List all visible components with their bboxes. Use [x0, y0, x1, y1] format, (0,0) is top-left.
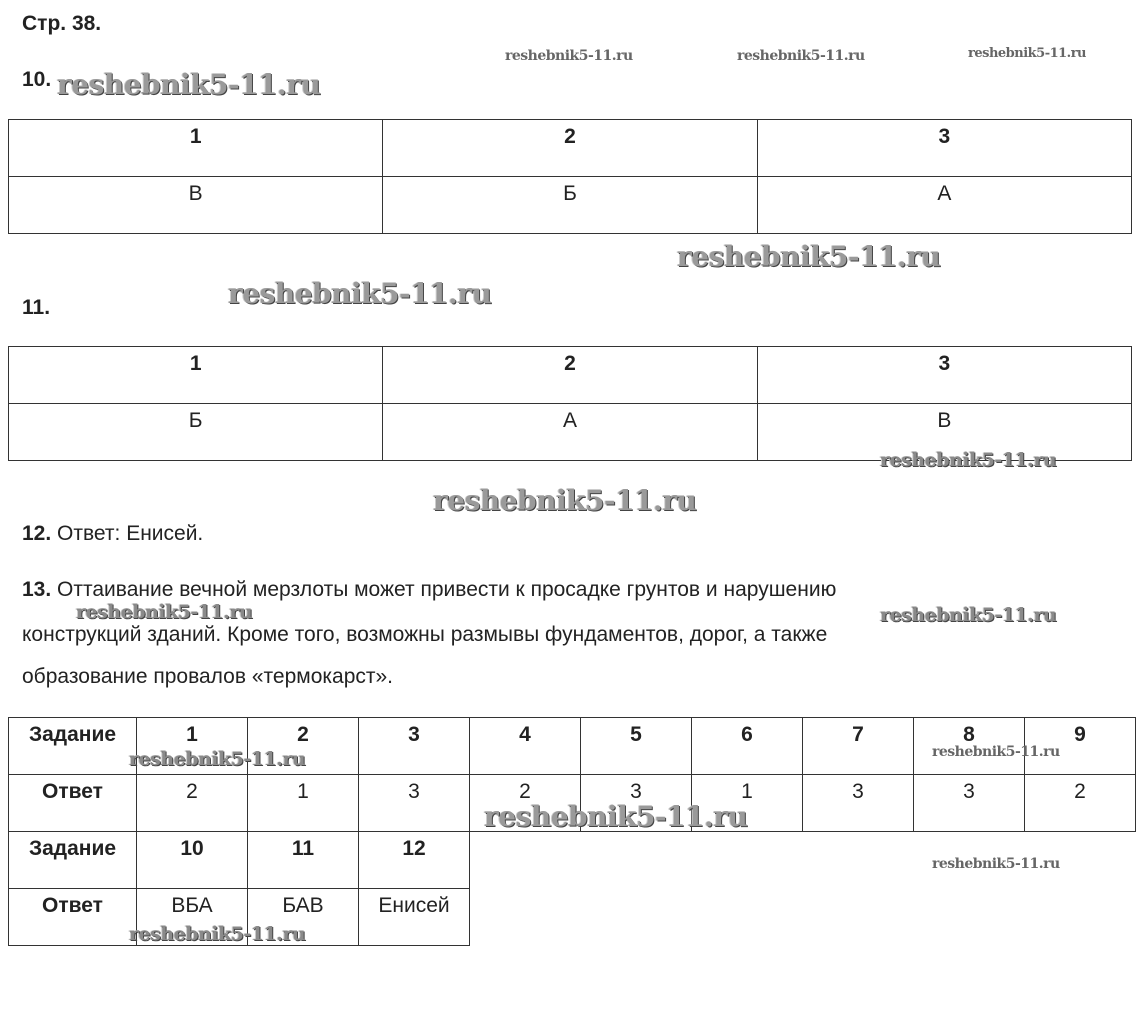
table-cell: В	[9, 177, 383, 234]
table-header-row	[9, 347, 1132, 404]
watermark: reshebnik5-11.ru	[880, 604, 1057, 626]
watermark: reshebnik5-11.ru	[484, 800, 748, 833]
task-number-cell: 12	[359, 832, 470, 889]
watermark: reshebnik5-11.ru	[433, 484, 697, 517]
task-number-cell: 7	[803, 718, 914, 775]
question-10-number: 10.	[22, 68, 52, 91]
table-cell: В	[757, 404, 1131, 461]
empty-cell	[470, 889, 1136, 946]
answer-cell: 2	[137, 775, 248, 832]
question-12-answer: Ответ: Енисей.	[57, 522, 204, 545]
watermark: reshebnik5-11.ru	[968, 46, 1087, 61]
answer-label-cell: Ответ	[9, 775, 137, 832]
watermark: reshebnik5-11.ru	[505, 48, 633, 64]
table-header-cell: 3	[757, 347, 1131, 404]
page-title: Стр. 38.	[22, 12, 102, 35]
answer-cell: 2	[1025, 775, 1136, 832]
watermark: reshebnik5-11.ru	[932, 856, 1060, 872]
question-12-number: 12.	[22, 522, 52, 545]
watermark: reshebnik5-11.ru	[737, 48, 865, 64]
table-row	[9, 177, 1132, 234]
watermark: reshebnik5-11.ru	[57, 68, 321, 101]
table-header-cell: 2	[383, 120, 757, 177]
answer-cell: ВБА	[137, 889, 248, 946]
watermark: reshebnik5-11.ru	[129, 923, 306, 945]
answer-cell: Енисей	[359, 889, 470, 946]
table-header-row	[9, 120, 1132, 177]
answer-cell: 3	[581, 775, 692, 832]
task-number-cell: 6	[692, 718, 803, 775]
question-11-table	[8, 346, 1132, 461]
question-11-number: 11.	[22, 296, 51, 319]
task-number-cell: 11	[248, 832, 359, 889]
table-cell: Б	[9, 404, 383, 461]
answer-label-cell: Ответ	[9, 889, 137, 946]
table-cell: А	[757, 177, 1131, 234]
question-10-table	[8, 119, 1132, 234]
watermark: reshebnik5-11.ru	[677, 240, 941, 273]
question-13-line-1: 13. Оттаивание вечной мерзлоты может привести к просадке грунтов и нарушению	[22, 578, 837, 601]
task-number-cell: 10	[137, 832, 248, 889]
task-number-cell: 4	[470, 718, 581, 775]
task-number-cell: 9	[1025, 718, 1136, 775]
answer-cell: БАВ	[248, 889, 359, 946]
table-header-cell: 1	[9, 347, 383, 404]
answer-cell: 3	[803, 775, 914, 832]
table-header-cell: 3	[757, 120, 1131, 177]
question-12	[22, 522, 203, 546]
answer-cell: 2	[470, 775, 581, 832]
question-13-line-3: образование провалов «термокарст».	[22, 665, 394, 688]
answer-cell: 3	[914, 775, 1025, 832]
watermark: reshebnik5-11.ru	[932, 744, 1060, 760]
task-number-cell: 1	[137, 718, 248, 775]
question-13-line-2: конструкций зданий. Кроме того, возможны размывы фундаментов, дорог, а также	[22, 623, 828, 646]
table-header-cell: 2	[383, 347, 757, 404]
task-label-cell: Задание	[9, 832, 137, 889]
watermark: reshebnik5-11.ru	[880, 449, 1057, 471]
watermark: reshebnik5-11.ru	[129, 748, 306, 770]
answer-cell: 1	[248, 775, 359, 832]
answer-cell: 1	[692, 775, 803, 832]
watermark: reshebnik5-11.ru	[76, 601, 253, 623]
watermark: reshebnik5-11.ru	[228, 277, 492, 310]
task-label-cell: Задание	[9, 718, 137, 775]
table-cell: А	[383, 404, 757, 461]
table-header-cell: 1	[9, 120, 383, 177]
table-cell: Б	[383, 177, 757, 234]
question-13-number: 13.	[22, 578, 52, 601]
task-number-cell: 2	[248, 718, 359, 775]
answer-cell: 3	[359, 775, 470, 832]
task-number-cell: 3	[359, 718, 470, 775]
task-number-cell: 5	[581, 718, 692, 775]
task-number-cell: 8	[914, 718, 1025, 775]
